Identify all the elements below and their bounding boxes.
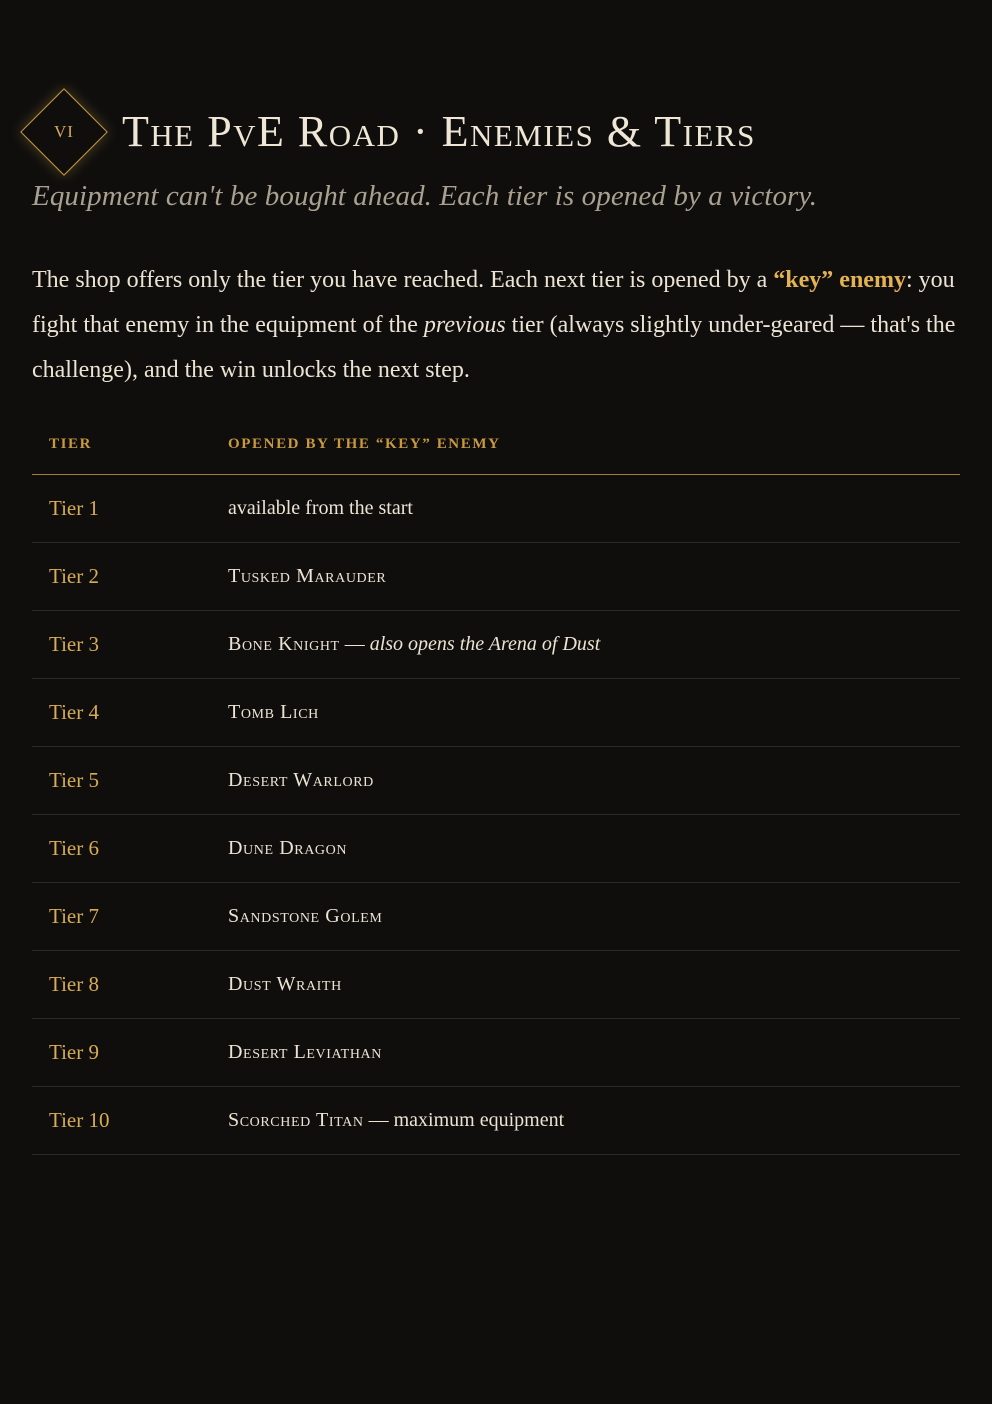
enemy-note: maximum equipment [393, 1109, 565, 1131]
tier-label: Tier 3 [32, 611, 211, 679]
tier-label: Tier 2 [32, 543, 211, 611]
key-enemy-term: “key” enemy [773, 267, 906, 293]
tier-table-header-row [32, 415, 960, 475]
tier-table [32, 415, 960, 1155]
tier-label: Tier 9 [32, 1019, 211, 1087]
key-enemy-cell [211, 951, 960, 1019]
tier-label: Tier 5 [32, 747, 211, 815]
tier-label: Tier 8 [32, 951, 211, 1019]
table-row [32, 747, 960, 815]
tier-label: Tier 7 [32, 883, 211, 951]
enemy-name: Sandstone Golem [228, 905, 383, 927]
enemy-name: Tomb Lich [228, 701, 319, 723]
page-subtitle: Equipment can't be bought ahead. Each tier is opened by a victory. [32, 180, 818, 212]
intro-text-3: tier (always slightly under-geared — that's the challenge), and the win unlocks the next step. [32, 312, 956, 383]
separator: — [339, 633, 370, 655]
enemy-name: Scorched Titan [228, 1109, 364, 1131]
enemy-note-italic: also opens the Arena of Dust [369, 633, 601, 655]
key-enemy-cell [211, 747, 960, 815]
unlock-note: available from the start [228, 497, 413, 519]
section-header [20, 88, 756, 176]
enemy-name: Dune Dragon [228, 837, 348, 859]
enemy-name: Tusked Marauder [228, 565, 387, 587]
enemy-name: Desert Leviathan [228, 1041, 382, 1063]
key-enemy-cell [211, 475, 960, 543]
enemy-name: Desert Warlord [228, 769, 374, 791]
column-header-key-enemy: OPENED BY THE “KEY” ENEMY [211, 415, 960, 475]
tier-label: Tier 10 [32, 1087, 211, 1155]
key-enemy-cell [211, 815, 960, 883]
table-row [32, 543, 960, 611]
tier-label: Tier 1 [32, 475, 211, 543]
tier-label: Tier 6 [32, 815, 211, 883]
section-number-badge [20, 88, 108, 176]
table-row [32, 883, 960, 951]
tier-table-body [32, 475, 960, 1155]
key-enemy-cell [211, 883, 960, 951]
section-number: VI [54, 122, 74, 141]
intro-paragraph [32, 258, 960, 393]
key-enemy-cell [211, 679, 960, 747]
key-enemy-cell [211, 1019, 960, 1087]
previous-emphasis: previous [423, 312, 506, 338]
table-row [32, 1019, 960, 1087]
column-header-tier: TIER [32, 415, 211, 475]
table-row [32, 475, 960, 543]
table-row [32, 611, 960, 679]
page-title: The PvE Road · Enemies & Tiers [122, 107, 756, 156]
intro-text-1: The shop offers only the tier you have reached. Each next tier is opened by a [32, 267, 774, 293]
key-enemy-cell [211, 611, 960, 679]
table-row [32, 1087, 960, 1155]
intro-text-2: : you fight that enemy in the equipment of the [32, 267, 955, 338]
table-row [32, 951, 960, 1019]
table-row [32, 679, 960, 747]
enemy-name: Bone Knight [228, 633, 340, 655]
table-row [32, 815, 960, 883]
key-enemy-cell [211, 543, 960, 611]
key-enemy-cell [211, 1087, 960, 1155]
tier-label: Tier 4 [32, 679, 211, 747]
separator: — [363, 1109, 394, 1131]
enemy-name: Dust Wraith [228, 973, 342, 995]
